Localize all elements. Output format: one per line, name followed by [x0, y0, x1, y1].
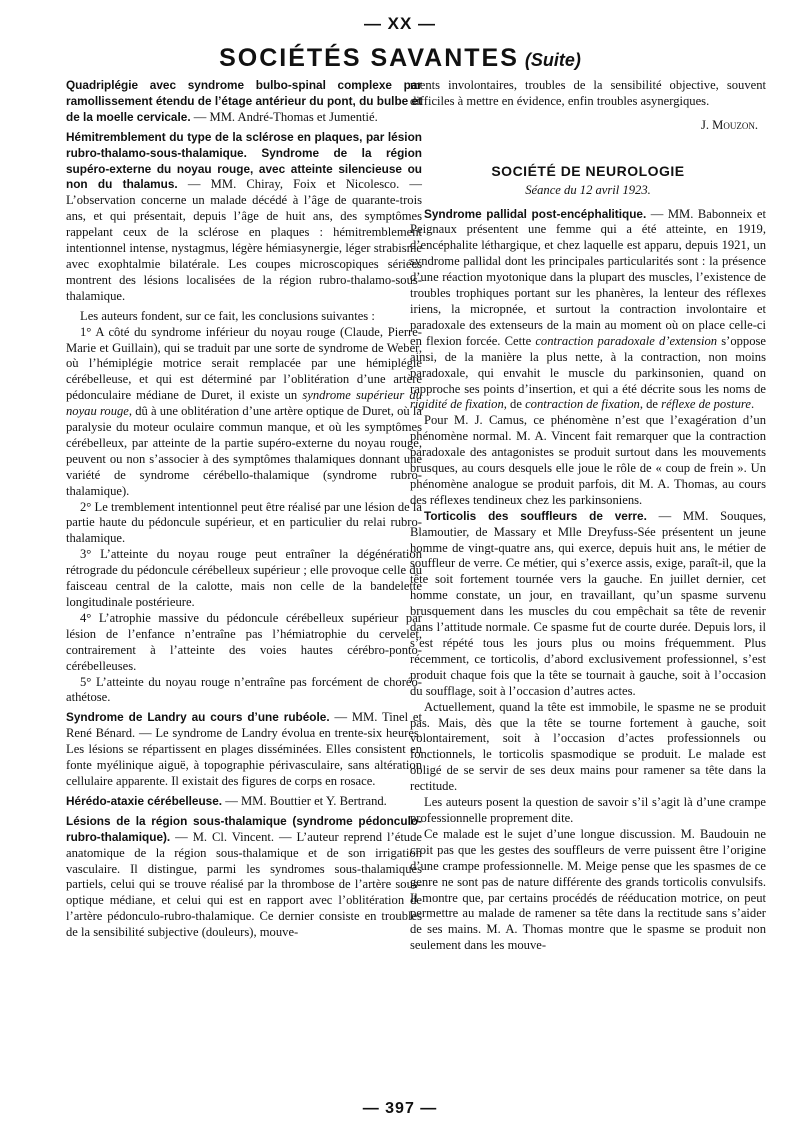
- title-suite: (Suite): [524, 50, 581, 70]
- paragraph-conclusion-5: 5° L’atteinte du noyau rouge n’entraîne pas forcément de choréo-athétose.: [66, 674, 422, 705]
- authors-quadriplegie: — MM. André-Thomas et Jumentié.: [190, 109, 378, 124]
- paragraph-heredo-ataxie: [66, 794, 422, 810]
- pallidal-text-b: s’oppose ainsi, de la manière la plus nette, à la contraction, non moins paradoxale, qui envahit le muscle du parkinsonien, quand on rapproche ses points d’insertion, et qui a été décrite sous les noms de: [410, 333, 766, 396]
- heading-heredo-ataxie: Hérédo-ataxie cérébelleuse.: [66, 793, 223, 808]
- paragraph-landry: [66, 710, 422, 790]
- paragraph-pallidal: [410, 207, 766, 414]
- pallidal-text-a: — MM. Babonneix et Peignaux présentent une femme qui a été atteinte, en 1919, d’encéphalite léthargique, et chez laquelle est apparu, depuis 1921, un syndrome pallidal dont les principales particularités sont : la présence d’une réaction myotonique dans la plupart des muscles, l’existence de troubles trophiques portant sur les phanères, la lenteur des réflexes iriens, la micropnée, et surtout la contraction involontaire et paradoxale des extenseurs de la main au moment où on place celle-ci en flexion forcée. Cette: [410, 206, 766, 348]
- pallidal-text-d: , de: [639, 397, 662, 412]
- pallidal-italic-3: contraction de fixation: [525, 397, 640, 412]
- paragraph-conclusion-3: 3° L’atteinte du noyau rouge peut entraîner la dégénération rétrograde du pédoncule cérébelleux supérieur ; elle provoque celle du faisceau central de la calotte, mais non celle de la bandelette longitudinale postérieure.: [66, 547, 422, 609]
- paragraph-actuellement: Actuellement, quand la tête est immobile, le spasme ne se produit pas. Mais, dès que la tête se tourne fortement à gauche, soit volontairement, soit à l’occasion d’actes professionnels ou fonctionnels, le torticolis spasmodique se produit. Le malade est obligé de se servir de ses deux mains pour ramener sa tête dans la rectitude.: [410, 699, 766, 794]
- body-landry: — MM. Tinel et René Bénard. — Le syndrome de Landry évolua en trente-six heures. Les lésions se répartissent en plages disséminées. Elles consistent en fonte myélinique aiguë, à topographie périvasculaire, sans altération cellulaire apparente. Il existait des figures de corps en rosace.: [66, 710, 422, 788]
- seance-date: Séance du 12 avril 1923.: [525, 182, 651, 197]
- paragraph-quadriplegie: [66, 78, 422, 126]
- paragraph-torticolis: [410, 509, 766, 700]
- paragraph-conclusion-1: [66, 325, 422, 500]
- section-title-neurologie: SOCIÉTÉ DE NEUROLOGIE: [491, 162, 685, 179]
- pallidal-italic-4: réflexe de posture: [661, 397, 751, 412]
- paragraph-discussion: Ce malade est le sujet d’une longue discussion. M. Baudouin ne croit pas que les gestes des souffleurs de verre puissent être l’origine d’une crampe professionnelle. M. Meige pense que les spasmes de ce genre ne sont pas de nature différente des grands torticolis convulsifs. Il montre que, par certains procédés de rééducation motrice, on peut permettre au malade de ramener sa tête dans la rectitude sans s’aider de ses mains. M. A. Thomas montre que le spasme se produit non seulement dans les mouve-: [410, 826, 766, 953]
- paragraph-conclusion-2: 2° Le tremblement intentionnel peut être réalisé par une lésion de la partie haute du pédoncule supérieur, et en particulier du relai rubro-thalamique.: [66, 499, 422, 546]
- pallidal-text-c: , de: [503, 397, 526, 412]
- heading-torticolis: Torticolis des souffleurs de verre.: [424, 508, 647, 523]
- title-main: SOCIÉTÉS SAVANTES: [219, 44, 519, 72]
- body-hemitremblement: — L’observation concerne un malade décédé à l’âge de quarante-trois ans, et qui présentait, depuis l’âge de huit ans, des symptômes rappelant ceux de la sclérose en plaques : hémitremblement intentionnel intense, nystagmus, légère hémiasynergie, léger strabisme avec exophtalmie bilatérale. Les coupes microscopiques sériées montrent des lésions localisées de la région rubro-thalamo-sous-thalamique.: [66, 177, 423, 303]
- pallidal-italic-2: rigidité de fixation: [410, 397, 504, 412]
- page-number: — 397 —: [362, 1100, 438, 1117]
- paragraph-hemitremblement: [66, 130, 422, 305]
- body-sous-thalamique: — M. Cl. Vincent. — L’auteur reprend l’étude anatomique de la région sous-thalamique et de son irrigation vasculaire. Il distingue, parmi les syndromes sous-thalamiques partiels, celui qui se trouve réalisé par la thrombose de l’artère sous-optique médiane, et celui qui est en rapport avec l’oblitération de l’artère pédonculo-rubro-thalamique. Ce dernier consiste en troubles de la sensibilité subjective (douleurs), mouve-: [66, 829, 422, 940]
- paragraph-camus: Pour M. J. Camus, ce phénomène n’est que l’exagération d’un phénomène normal. M. A. Vincent fait remarquer que la contraction paradoxale des antagonistes se produit surtout dans les mouvements brusques, au cours desquels elle joue le rôle de « coup de frein ». Un phénomène analogue se produit parfois, dit M. A. Thomas, au cours des réflexes tendineux chez les parkinsoniens.: [410, 413, 766, 507]
- conclusion-1-text-b: , dû à une oblitération d’une artère optique de Duret, où la paralysie du moteur oculaire commun manque, et où les symptômes cérébelleux, par atteinte de la partie supéro-externe du noyau rouge, peuvent ou non s’associer à des symptômes thalamiques donnant une variété de syndrome cérébello-thalamique (syndrome rubro-thalamique).: [66, 404, 423, 498]
- heading-quadriplegie: Quadriplégie avec syndrome bulbo-spinal complexe par ramollissement étendu de l’étage antérieur du pont, du bulbe et de la moelle cervicale.: [66, 78, 422, 124]
- pallidal-italic-1: contraction paradoxale d’extension: [535, 333, 718, 348]
- heading-landry: Syndrome de Landry au cours d’une rubéole.: [66, 710, 330, 725]
- authors-heredo-ataxie: — MM. Bouttier et Y. Bertrand.: [222, 793, 387, 808]
- pallidal-text-e: .: [750, 397, 755, 412]
- right-column: [410, 78, 766, 954]
- signature-mouzon: J. Mouzon.: [700, 117, 758, 132]
- conclusion-1-italic: syndrome supérieur du noyau rouge: [66, 388, 422, 419]
- paragraph-conclusions-intro: Les auteurs fondent, sur ce fait, les conclusions suivantes :: [80, 308, 375, 323]
- paragraph-continuation: ments involontaires, troubles de la sensibilité objective, souvent difficiles à mettre en évidence, enfin troubles asynergiques.: [410, 78, 766, 108]
- authors-hemitremblement: — MM. Chiray, Foix et Nicolesco.: [177, 177, 400, 192]
- page-title: [0, 44, 800, 73]
- page-header-roman: — XX —: [363, 14, 437, 33]
- body-torticolis: — MM. Souques, Blamoutier, de Massary et Mlle Dreyfuss-Sée présentent un jeune homme de vingt-quatre ans, qui exerce, depuis huit ans, le métier de souffleur de verre. Ce métier, qui s’exerce assis, exige, paraît-il, que la tête soit fortement tournée vers la gauche. En juillet dernier, cet homme constate, un jour, en travaillant, qu’un spasme survenu brusquement dans les muscles du cou empêchait sa tête de revenir dans l’attitude normale. Ce spasme fut de courte durée. Depuis lors, il s’est répété tous les jours plus ou moins fréquemment. Plus récemment, ce torticolis, d’abord exclusivement professionnel, s’est produit chaque fois que la tête se tournait à gauche, soit à l’occasion du soufflage, soit à l’occasion d’autres actes.: [410, 508, 766, 698]
- paragraph-sous-thalamique: [66, 814, 422, 941]
- left-column: [66, 78, 422, 941]
- heading-pallidal: Syndrome pallidal post-encéphalitique.: [424, 206, 647, 221]
- heading-hemitremblement: Hémitremblement du type de la sclérose en plaques, par lésion rubro-thalamo-sous-thalamique. Syndrome de la région supéro-externe du noyau rouge, avec atteinte silencieuse ou non du thalamus.: [66, 129, 422, 192]
- heading-sous-thalamique: Lésions de la région sous-thalamique (syndrome pédonculo-rubro-thalamique).: [66, 813, 422, 844]
- conclusion-1-text-a: 1° A côté du syndrome inférieur du noyau rouge (Claude, Pierre-Marie et Guillain), qui se traduit par une sorte de syndrome de Weber, où l’hémiplégie motrice serait remplacée par une hémiplégie cérébelleuse, et qui est déterminé par l’oblitération d’une artère pédonculaire médiane de Duret, il existe un: [66, 324, 422, 403]
- paragraph-conclusion-4: 4° L’atrophie massive du pédoncule cérébelleux supérieur par lésion de l’enfance n’entraîne pas l’hémiatrophie du cervelet, contrairement à l’atteinte des voies hautes cérébro-ponto-cérébelleuses.: [66, 610, 422, 673]
- paragraph-auteurs-question: Les auteurs posent la question de savoir s’il s’agit là d’une crampe professionnelle proprement dite.: [410, 795, 766, 825]
